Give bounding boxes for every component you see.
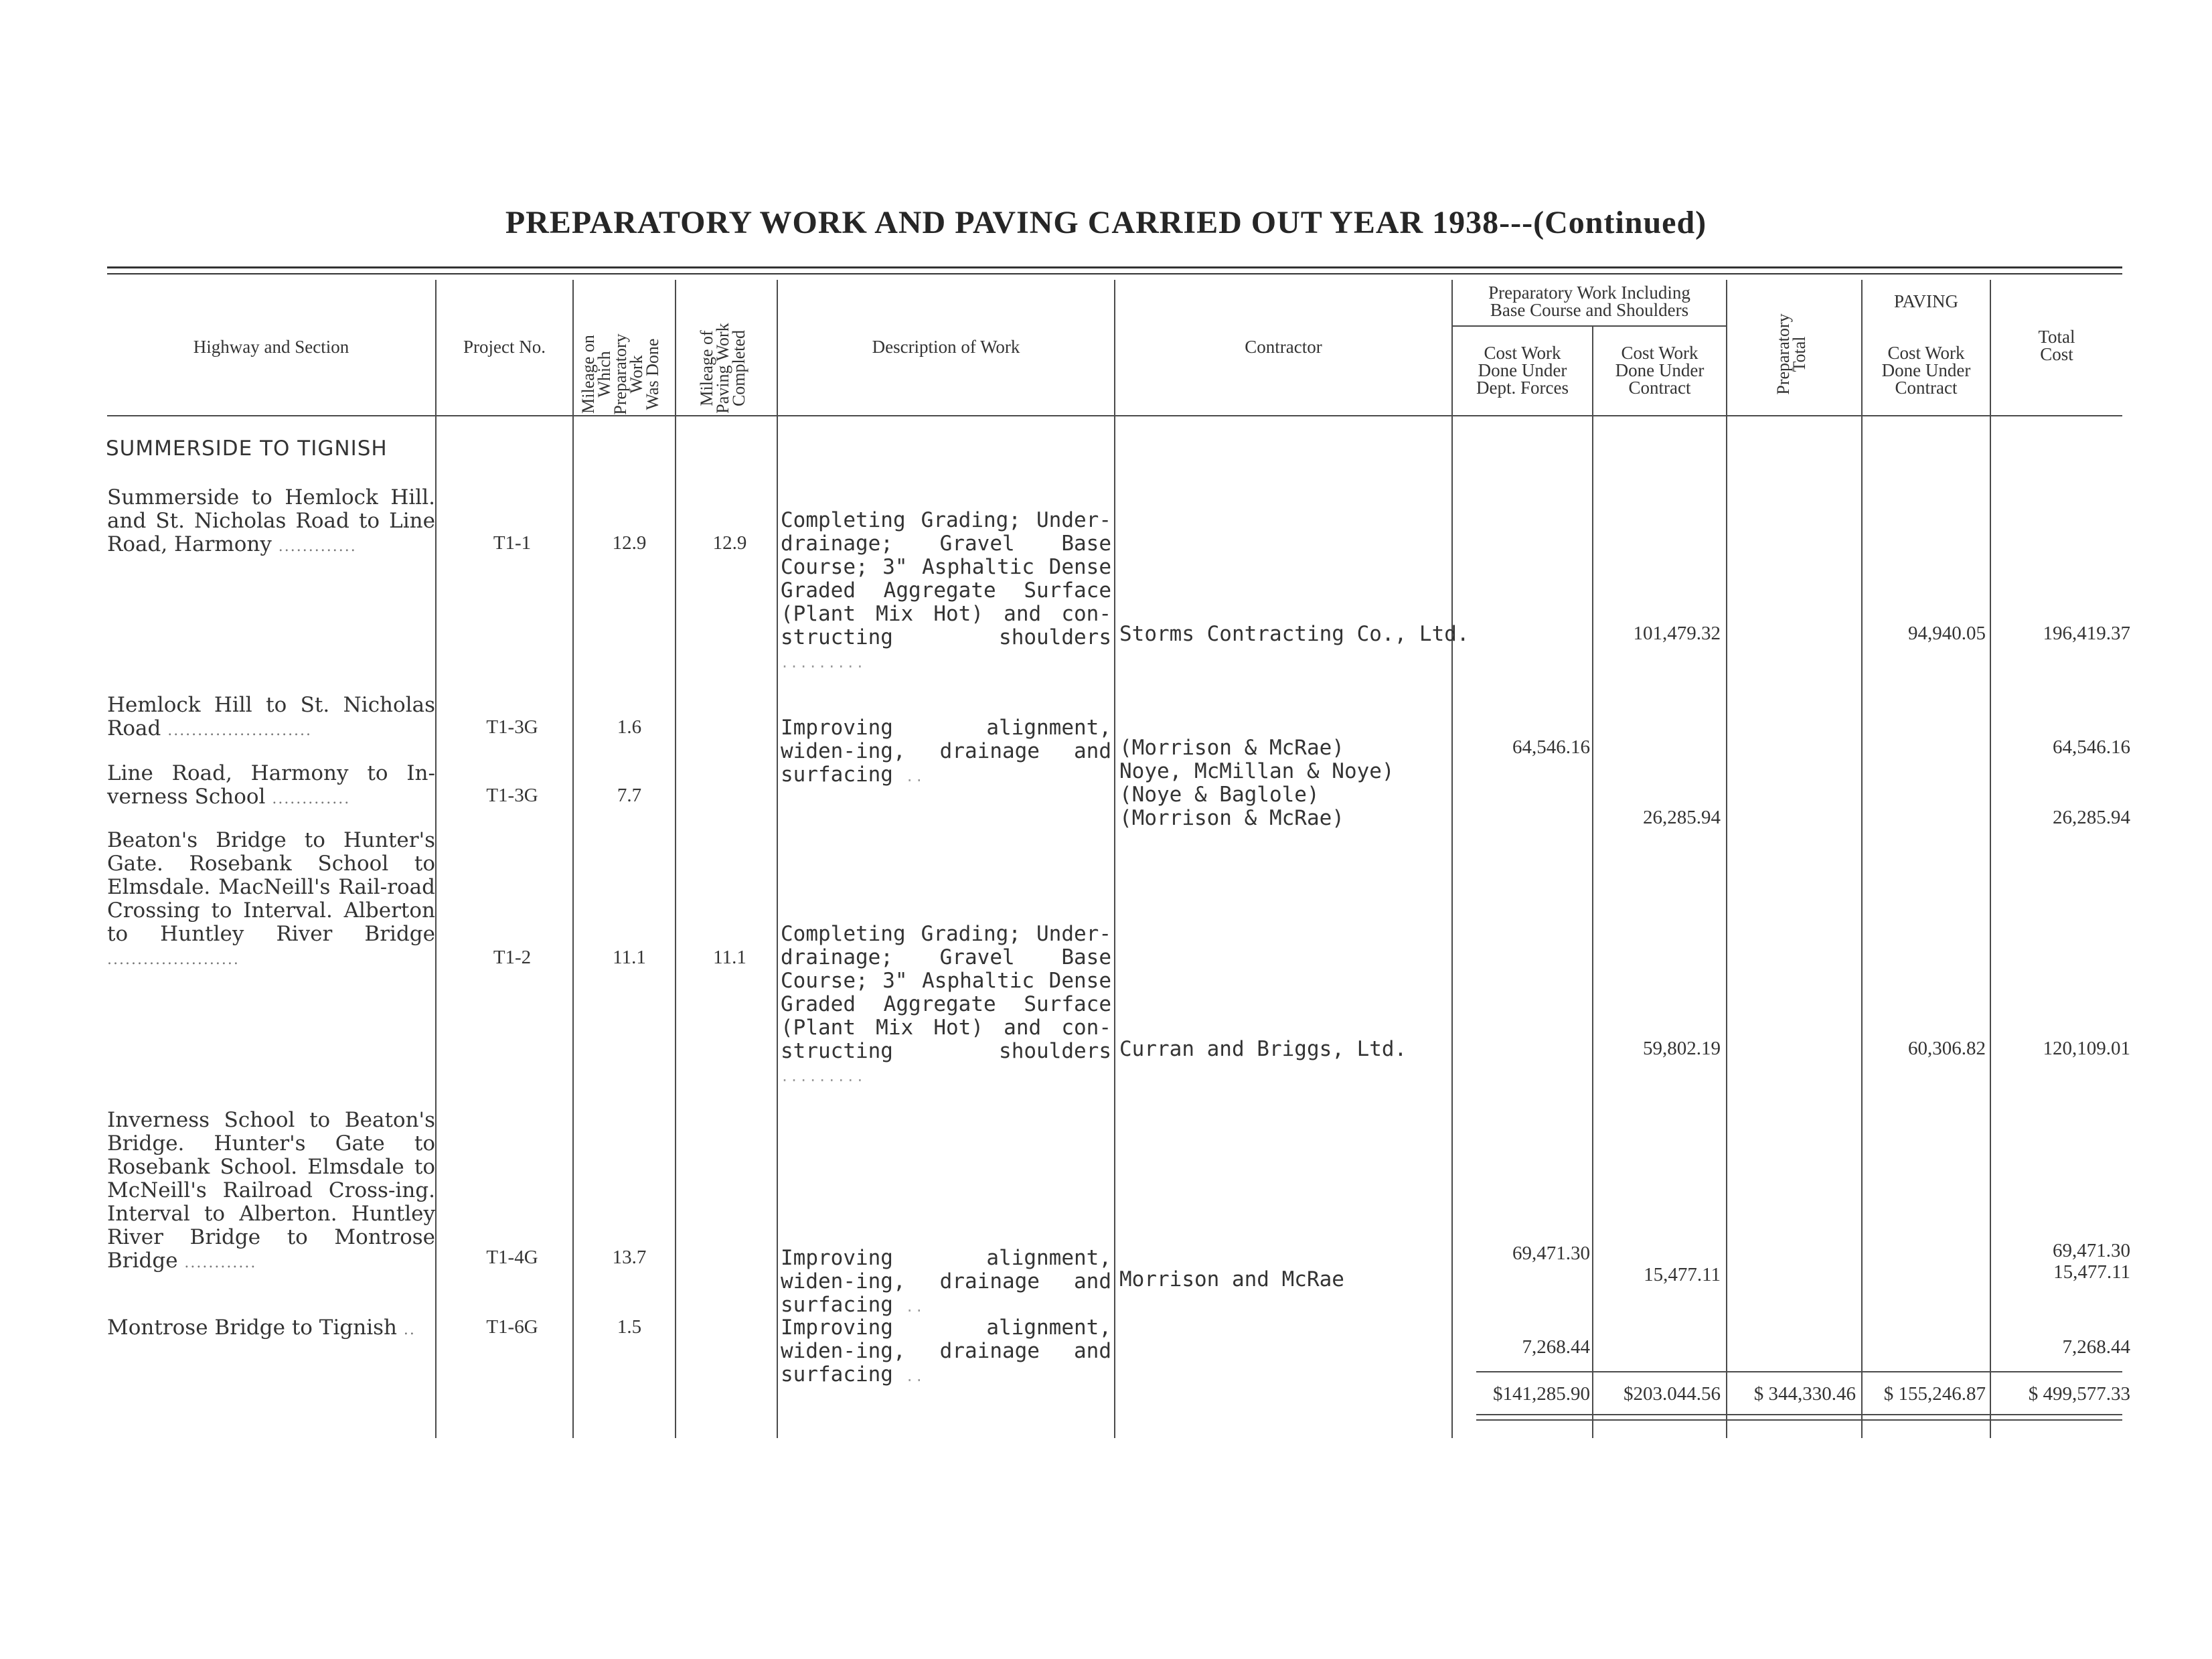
group-rule xyxy=(1451,325,1726,327)
project-no: T1-2 xyxy=(493,947,532,968)
project-no: T1-3G xyxy=(486,785,538,806)
contract-cost: 59,802.19 xyxy=(1643,1038,1721,1059)
col-line xyxy=(1726,280,1727,1438)
highway-section: Montrose Bridge to Tignish .. xyxy=(107,1316,416,1340)
mileage-prep: 7.7 xyxy=(617,785,642,806)
header-mileage-paving: Mileage of Paving Work Completed xyxy=(697,323,748,414)
grand-total-prep: $ 344,330.46 xyxy=(1753,1383,1856,1405)
project-no: T1-1 xyxy=(493,532,532,554)
highway-section: Summerside to Hemlock Hill. and St. Nicholas Road to Line Road, Harmony ............. xyxy=(107,485,435,556)
header-description: Description of Work xyxy=(872,337,1020,357)
header-paving-group: PAVING xyxy=(1893,291,1959,311)
highway-section: Beaton's Bridge to Hunter's Gate. Rosebank School to Elmsdale. MacNeill's Rail-road Crossing to Interval. Alberton to Huntley River Bridge ...................... xyxy=(107,828,435,968)
project-no: T1-3G xyxy=(486,716,538,738)
contractor-line: (Noye & Baglole) xyxy=(1119,783,1320,807)
grand-total-dept: $141,285.90 xyxy=(1493,1383,1590,1405)
description: Improving alignment, widen-ing, drainage and surfacing .. xyxy=(781,716,1111,787)
description: Completing Grading; Under-drainage; Gravel Base Course; 3" Asphaltic Dense Graded Aggregate Surface (Plant Mix Hot) and con-structing shoulders ......... xyxy=(781,922,1111,1085)
header-contractor: Contractor xyxy=(1245,337,1322,357)
mileage-prep: 11.1 xyxy=(613,947,646,968)
header-highway: Highway and Section xyxy=(193,337,349,357)
project-no: T1-6G xyxy=(486,1316,538,1338)
paving-cost: 94,940.05 xyxy=(1908,623,1986,644)
totals-rule-bottom xyxy=(1476,1414,2122,1415)
grand-total-paving: $ 155,246.87 xyxy=(1883,1383,1986,1405)
mileage-prep: 1.6 xyxy=(617,716,642,738)
contractor: Storms Contracting Co., Ltd. xyxy=(1119,622,1470,646)
totals-rule-bottom2 xyxy=(1476,1419,2122,1421)
section-heading: SUMMERSIDE TO TIGNISH xyxy=(106,437,388,461)
grand-total-cost: $ 499,577.33 xyxy=(2028,1383,2130,1405)
description: Improving alignment, widen-ing, drainage and surfacing .. xyxy=(781,1316,1111,1387)
header-total-cost: Total Cost xyxy=(2038,327,2075,364)
col-line xyxy=(1114,280,1115,1438)
contractor-line: (Morrison & McRae) xyxy=(1119,806,1344,830)
header-mileage-prep: Mileage on Which Preparatory Work Was Done xyxy=(578,333,662,415)
header-project: Project No. xyxy=(463,337,546,357)
dept-cost: 7,268.44 xyxy=(1522,1336,1590,1358)
contract-cost: 101,479.32 xyxy=(1633,623,1721,644)
mileage-paving: 11.1 xyxy=(713,947,746,968)
header-paving-contract: Cost Work Done Under Contract xyxy=(1881,343,1971,398)
total-cost: 7,268.44 xyxy=(2062,1336,2130,1358)
contractor: Morrison and McRae xyxy=(1119,1267,1344,1291)
contractor: Curran and Briggs, Ltd. xyxy=(1119,1037,1407,1061)
col-line xyxy=(777,280,778,1438)
header-prep-total: Preparatory Total xyxy=(1773,313,1809,395)
total-cost-line: 15,477.11 xyxy=(2053,1261,2130,1283)
header-contract: Cost Work Done Under Contract xyxy=(1615,343,1705,398)
header-prep-group: Preparatory Work Including Base Course and Shoulders xyxy=(1488,283,1690,320)
totals-rule-top xyxy=(1476,1371,2122,1372)
highway-section: Hemlock Hill to St. Nicholas Road ........................ xyxy=(107,693,435,740)
contractor-line: Noye, McMillan & Noye) xyxy=(1119,759,1395,783)
mileage-paving: 12.9 xyxy=(712,532,747,554)
total-cost: 26,285.94 xyxy=(2053,807,2130,828)
paving-cost: 60,306.82 xyxy=(1908,1038,1986,1059)
contractor-line: (Morrison & McRae) xyxy=(1119,736,1344,760)
title-rule-bottom xyxy=(107,273,2122,274)
description: Improving alignment, widen-ing, drainage and surfacing .. xyxy=(781,1246,1111,1317)
dept-cost: 64,546.16 xyxy=(1512,736,1590,758)
contract-cost: 15,477.11 xyxy=(1644,1264,1721,1285)
total-cost: 120,109.01 xyxy=(2043,1038,2130,1059)
col-line xyxy=(1861,280,1863,1438)
col-line xyxy=(572,280,574,1438)
project-no: T1-4G xyxy=(486,1247,538,1268)
total-cost: 64,546.16 xyxy=(2053,736,2130,758)
page-title: PREPARATORY WORK AND PAVING CARRIED OUT YEAR 1938---(Continued) xyxy=(505,205,1707,240)
col-line xyxy=(1990,280,1991,1438)
contract-cost: 26,285.94 xyxy=(1643,807,1721,828)
col-line xyxy=(1451,280,1453,1438)
header-dept-forces: Cost Work Done Under Dept. Forces xyxy=(1476,343,1569,398)
highway-section: Inverness School to Beaton's Bridge. Hunter's Gate to Rosebank School. Elmsdale to McNeill's Railroad Cross-ing. Interval to Alberton. Huntley River Bridge to Montrose Bridge ............ xyxy=(107,1108,435,1273)
total-cost-line: 69,471.30 xyxy=(2053,1240,2130,1261)
total-cost: 196,419.37 xyxy=(2043,623,2130,644)
highway-section: Line Road, Harmony to In-verness School ............. xyxy=(107,761,435,809)
col-line xyxy=(1592,325,1593,1438)
title-rule-top xyxy=(107,266,2122,268)
mileage-prep: 1.5 xyxy=(617,1316,642,1338)
dept-cost: 69,471.30 xyxy=(1512,1243,1590,1264)
mileage-prep: 12.9 xyxy=(612,532,647,554)
mileage-prep: 13.7 xyxy=(612,1247,647,1268)
description: Completing Grading; Under-drainage; Gravel Base Course; 3" Asphaltic Dense Graded Aggregate Surface (Plant Mix Hot) and con-structing shoulders ......... xyxy=(781,508,1111,671)
col-line xyxy=(435,280,437,1438)
grand-total-contract: $203.044.56 xyxy=(1624,1383,1721,1405)
